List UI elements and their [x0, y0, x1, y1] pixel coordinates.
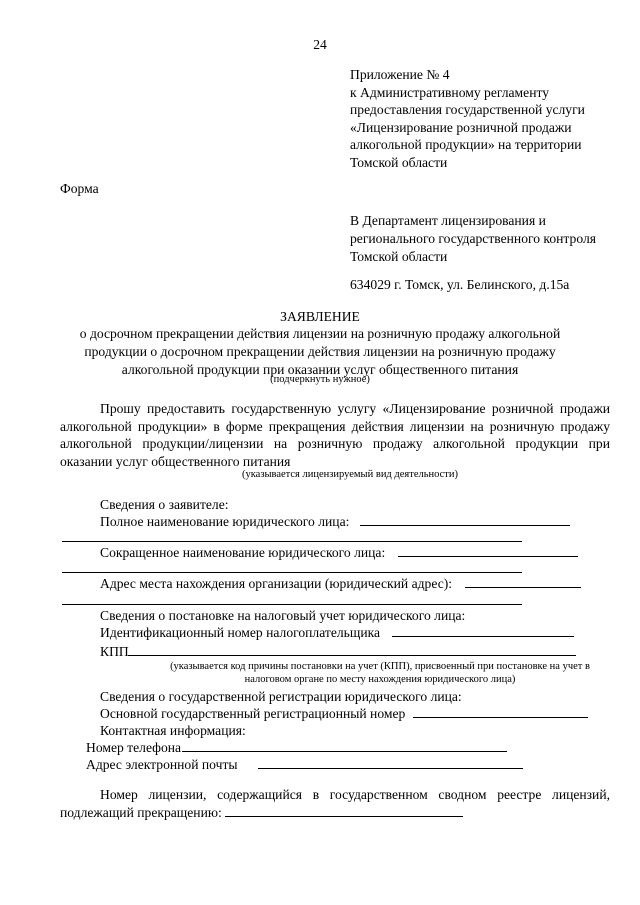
appendix-line: предоставления государственной услуги [350, 102, 585, 117]
subtitle-note: (подчеркнуть нужное) [270, 374, 370, 385]
email-label: Адрес электронной почты [86, 757, 238, 772]
short-name-field[interactable] [398, 556, 578, 557]
phone-label: Номер телефона [86, 740, 182, 755]
appendix-line: Томской области [350, 154, 448, 170]
document-title: ЗАЯВЛЕНИЕ [280, 309, 360, 324]
subtitle-line: о досрочном прекращении действия лицензии на розничную продажу алкогольной [79, 326, 561, 341]
appendix-line: «Лицензирование розничной продажи [350, 119, 572, 135]
appendix-line: Приложение № 4 [350, 67, 450, 82]
kpp-note: (указывается код причины постановки на учет (КПП), присвоенный при постановке на учет в налоговом органе по месту нахождения юридического лица) [170, 661, 590, 685]
subtitle-line: продукции о досрочном прекращении действия лицензии на розничную продажу [84, 344, 556, 359]
postal-address: 634029 г. Томск, ул. Белинского, д.15а [350, 277, 570, 292]
tax-registration-heading: Сведения о постановке на налоговый учет юридического лица: [100, 608, 466, 623]
addressee-line: В Департамент лицензирования и [350, 213, 546, 228]
state-registration-heading: Сведения о государственной регистрации юридического лица: [100, 689, 462, 704]
contact-heading: Контактная информация: [100, 723, 246, 738]
request-note: (указывается лицензируемый вид деятельности) [241, 469, 459, 480]
subtitle-line: алкогольной продукции при оказании услуг общественного питания [121, 362, 519, 377]
short-name-field-continuation[interactable] [62, 572, 522, 573]
full-name-field[interactable] [360, 525, 570, 526]
appendix-line: к Административному регламенту [350, 84, 550, 100]
ogrn-label: Основной государственный регистрационный номер [100, 706, 406, 721]
full-name-label: Полное наименование юридического лица: [100, 514, 350, 529]
addressee-block [350, 212, 596, 266]
ogrn-field[interactable] [413, 717, 588, 718]
legal-address-field-continuation[interactable] [62, 604, 522, 605]
inn-field[interactable] [392, 636, 574, 637]
kpp-label: КПП [100, 644, 129, 659]
page-number: 24 [313, 37, 327, 52]
kpp-field[interactable] [128, 655, 576, 656]
applicant-heading: Сведения о заявителе: [100, 497, 229, 512]
license-number-field[interactable] [225, 803, 463, 817]
addressee-line: Томской области [350, 249, 448, 264]
request-text: Прошу предоставить государственную услугу «Лицензирование розничной продажи алкогольной продукции» в форме прекращения действия лицензии на розничную продажу алкогольной продукции/лицензии на розничную продажу алкогольной продукции при оказании услуг общественного питания [60, 401, 610, 469]
legal-address-label: Адрес места нахождения организации (юридический адрес): [100, 576, 453, 591]
form-label: Форма [60, 181, 99, 196]
legal-address-field[interactable] [465, 587, 581, 588]
license-text: Номер лицензии, содержащийся в государственном сводном реестре лицензий, подлежащий прекращению: [60, 787, 610, 820]
addressee-line: регионального государственного контроля [350, 231, 596, 246]
appendix-line: алкогольной продукции» на территории [350, 137, 582, 152]
document-subtitle [0, 325, 640, 379]
short-name-label: Сокращенное наименование юридического лица: [100, 545, 386, 560]
phone-field[interactable] [182, 751, 507, 752]
appendix-block [350, 66, 585, 171]
request-paragraph [60, 400, 610, 470]
inn-label: Идентификационный номер налогоплательщика [100, 625, 381, 640]
full-name-field-continuation[interactable] [62, 541, 522, 542]
email-field[interactable] [258, 768, 523, 769]
license-paragraph [60, 786, 610, 821]
